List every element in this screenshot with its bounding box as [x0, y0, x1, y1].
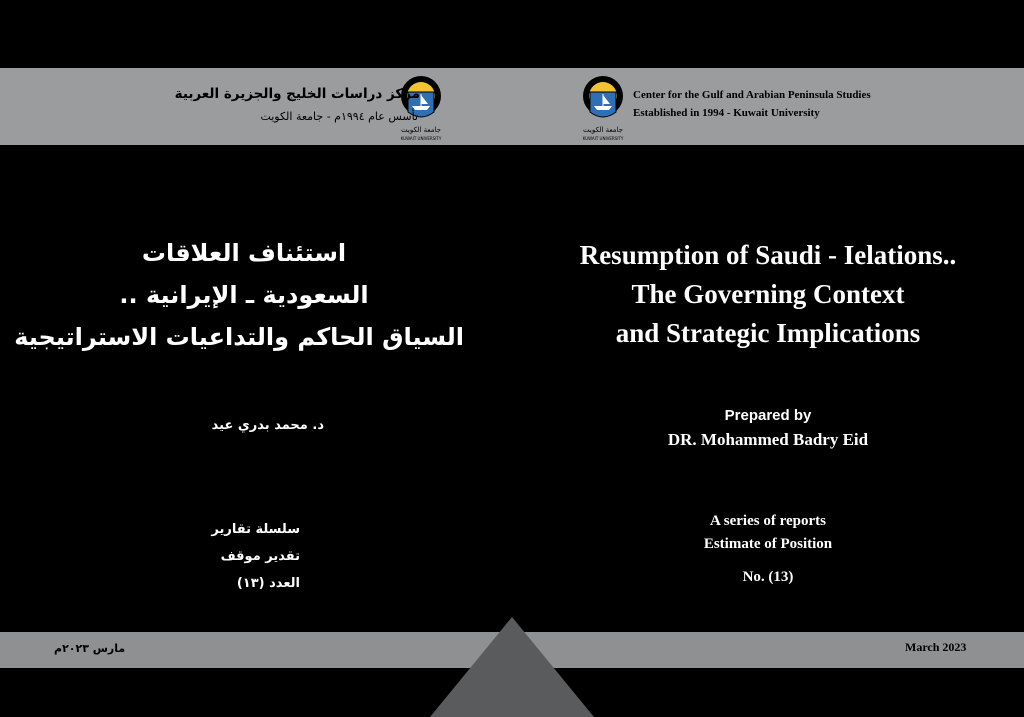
- arabic-established-line: تأسس عام ١٩٩٤م - جامعة الكويت: [260, 110, 418, 123]
- english-issue-number: No. (13): [742, 569, 794, 585]
- english-title-line: and Strategic Implications: [615, 318, 921, 348]
- kuwait-university-logo-left: [396, 72, 446, 144]
- english-author: DR. Mohammed Badry Eid: [667, 430, 869, 449]
- arabic-date: مارس ٢٠٢٣م: [54, 642, 126, 655]
- arabic-center-name: مركز دراسات الخليج والجزيرة العربية: [174, 86, 420, 102]
- svg-text:KUWAIT UNIVERSITY: KUWAIT UNIVERSITY: [400, 136, 442, 141]
- english-title-line: The Governing Context: [631, 279, 905, 309]
- prepared-by-label: Prepared by: [724, 407, 812, 424]
- english-series-line: Estimate of Position: [703, 536, 833, 552]
- arabic-title: [14, 232, 464, 358]
- arabic-series-line: سلسلة تقارير: [211, 522, 300, 537]
- arabic-title-line: استئناف العلاقات: [141, 239, 347, 267]
- english-series-line: A series of reports: [710, 513, 826, 529]
- english-title: [540, 236, 996, 353]
- svg-text:جامعة الكويت: جامعة الكويت: [401, 126, 441, 134]
- svg-text:جامعة الكويت: جامعة الكويت: [583, 126, 623, 134]
- english-title-line: Resumption of Saudi - Ielations..: [579, 240, 957, 270]
- arabic-title-line: السياق الحاكم والتداعيات الاستراتيجية: [14, 323, 464, 351]
- arabic-title-line: السعودية ـ الإيرانية ..: [119, 281, 369, 309]
- kuwait-university-logo-right: [578, 72, 628, 144]
- english-date: March 2023: [905, 640, 967, 654]
- english-established-line: Established in 1994 - Kuwait University: [633, 107, 820, 119]
- arabic-series-line: العدد (١٣): [236, 576, 300, 591]
- english-center-name: Center for the Gulf and Arabian Peninsula Studies: [633, 89, 871, 101]
- arabic-series-line: تقدير موقف: [220, 549, 300, 564]
- arabic-series-info: [211, 516, 300, 597]
- arabic-author: د. محمد بدري عيد: [211, 418, 324, 433]
- svg-text:KUWAIT UNIVERSITY: KUWAIT UNIVERSITY: [582, 136, 624, 141]
